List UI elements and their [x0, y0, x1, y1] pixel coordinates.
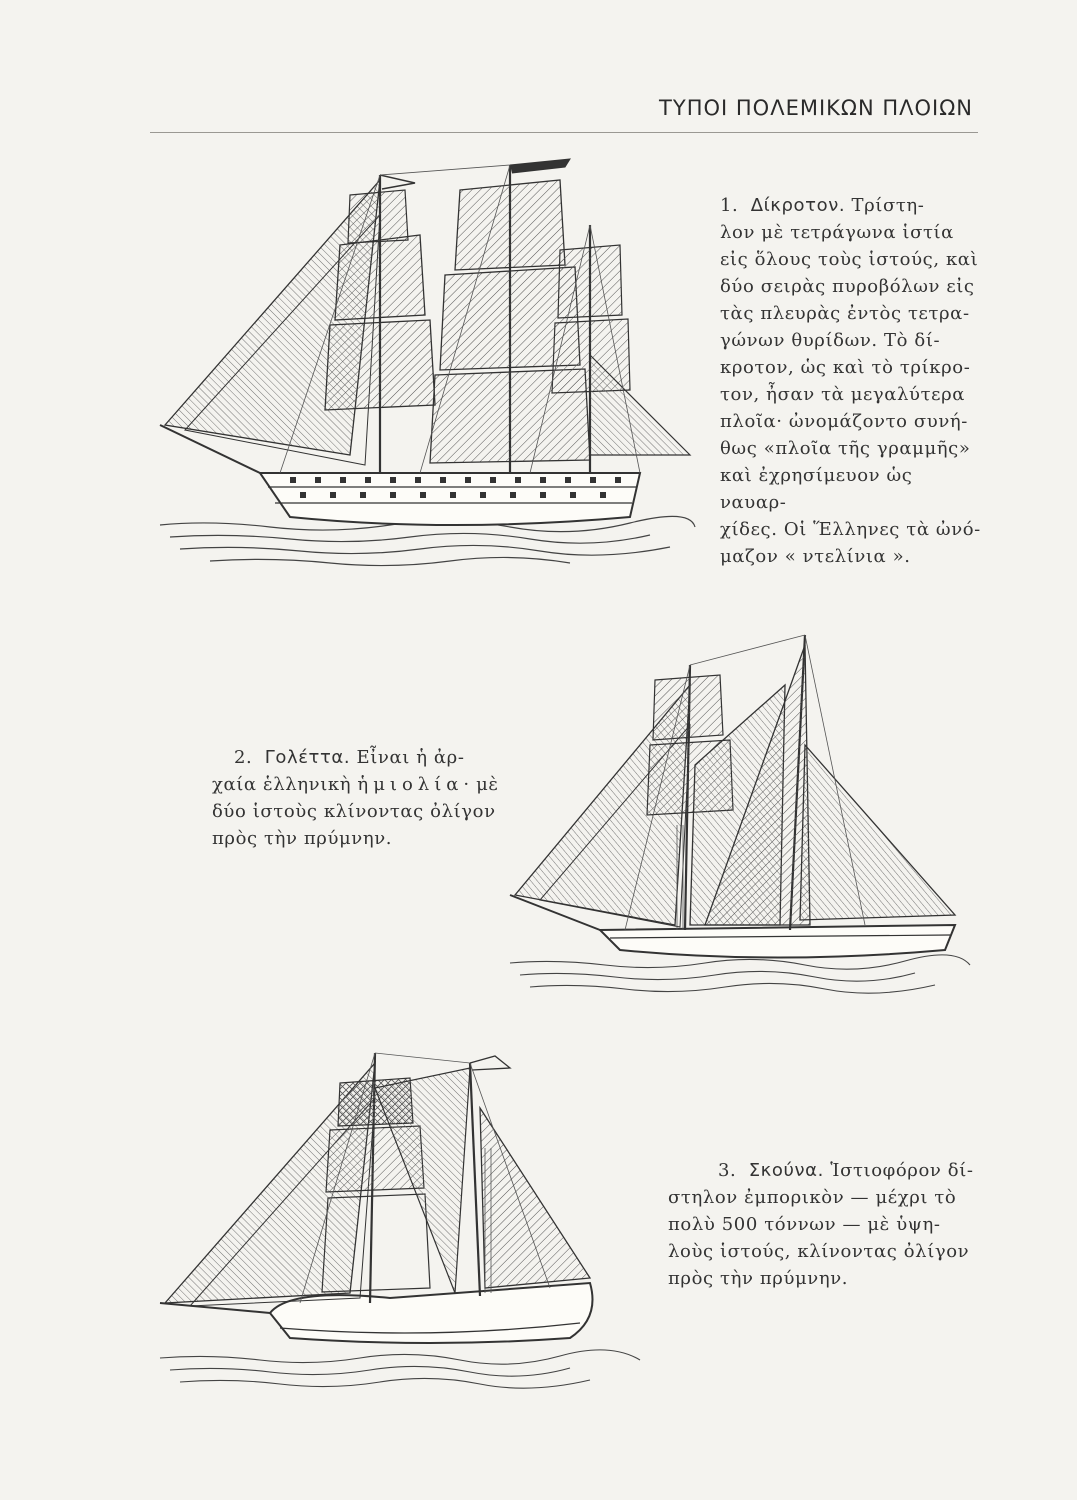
caption-3-term: Σκούνα. [748, 1160, 824, 1181]
header-rule [150, 132, 978, 133]
scuna-icon [150, 1048, 650, 1398]
caption-2-term: Γολέττα. [264, 747, 351, 768]
caption-1-line: θως «πλοῖα τῆς γραμμῆς» [720, 438, 971, 459]
caption-2-number: 2. [234, 747, 253, 768]
caption-1-line: καὶ ἐχρησίμευον ὡς ναυαρ- [720, 465, 913, 513]
ship-of-the-line-icon [150, 155, 700, 575]
caption-1-line: τον, ἦσαν τὰ μεγαλύτερα [720, 384, 966, 405]
caption-3 [668, 1157, 980, 1292]
caption-2 [212, 744, 512, 852]
caption-2-line: πρὸς τὴν πρύμνην. [212, 828, 393, 849]
caption-1-line: τὰς πλευρὰς ἐντὸς τετρα- [720, 303, 970, 324]
page-header-title: ΤΥΠΟΙ ΠΟΛΕΜΙΚΩΝ ΠΛΟΙΩΝ [659, 96, 973, 120]
caption-2-line: · μὲ [463, 774, 499, 795]
caption-3-number: 3. [718, 1160, 737, 1181]
caption-1-line: δύο σειρὰς πυροβόλων εἰς [720, 276, 975, 297]
caption-1-line: εἰς ὅλους τοὺς ἱστούς, καὶ [720, 249, 979, 270]
caption-1-line: γώνων θυρίδων. Τὸ δί- [720, 330, 941, 351]
caption-2-spaced-term: ἡμιολία [357, 774, 464, 795]
caption-3-line: Ἱστιοφόρον δί- [830, 1160, 974, 1181]
caption-2-line: χαία ἑλληνικὴ [212, 774, 352, 795]
caption-2-line: δύο ἱστοὺς κλίνοντας ὀλίγον [212, 801, 496, 822]
caption-3-line: στηλον ἐμπορικὸν — μέχρι τὸ [668, 1187, 957, 1208]
caption-1-line: λον μὲ τετράγωνα ἱστία [720, 222, 954, 243]
caption-1-line: μαζον « ντελίνια ». [720, 546, 911, 567]
caption-1-number: 1. [720, 195, 739, 216]
caption-1 [720, 192, 982, 570]
caption-1-line: κροτον, ὡς καὶ τὸ τρίκρο- [720, 357, 971, 378]
schooner-icon [505, 625, 975, 995]
caption-3-line: πολὺ 500 τόννων — μὲ ὑψη- [668, 1214, 941, 1235]
caption-3-line: πρὸς τὴν πρύμνην. [668, 1268, 849, 1289]
caption-1-line: χίδες. Οἱ Ἕλληνες τὰ ὠνό- [720, 519, 981, 540]
caption-1-term: Δίκροτον. [750, 195, 846, 216]
caption-2-line: Εἶναι ἡ ἀρ- [356, 747, 465, 768]
caption-1-line: πλοῖα· ὠνομάζοντο συνή- [720, 411, 968, 432]
caption-1-line: Τρίστη- [851, 195, 925, 216]
caption-3-line: λοὺς ἱστούς, κλίνοντας ὀλίγον [668, 1241, 970, 1262]
